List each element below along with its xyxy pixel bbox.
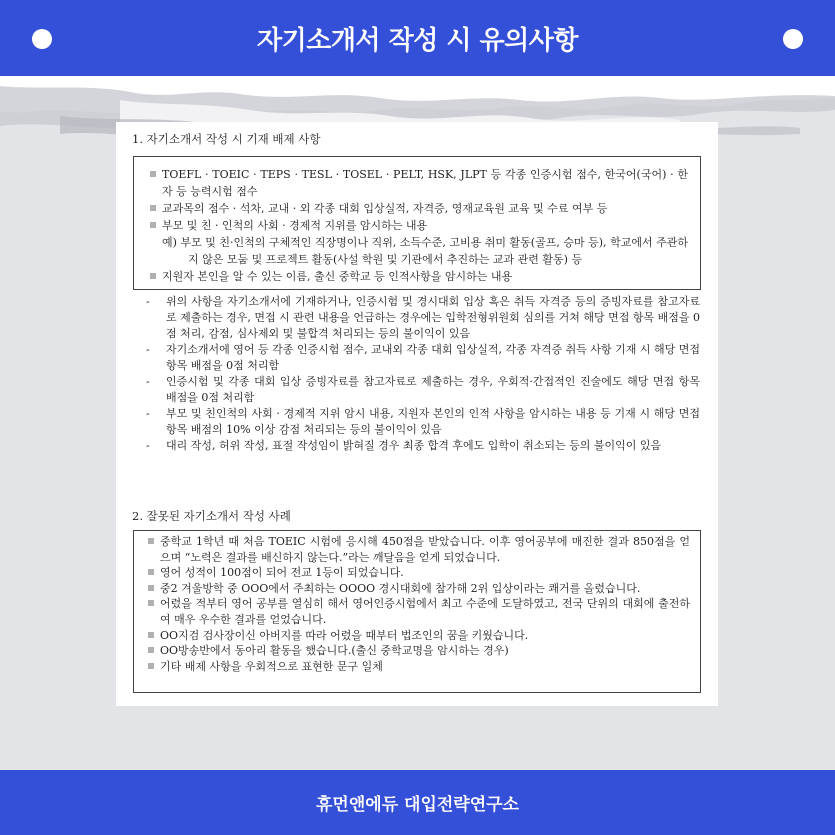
exclusion-box (133, 156, 701, 290)
bullet-square-icon (148, 600, 154, 606)
footer-banner (0, 770, 835, 835)
wrong-example-item: OO방송반에서 동아리 활동을 했습니다.(출신 중학교명을 암시하는 경우) (146, 643, 690, 659)
exclusion-example: 예) 부모 및 친·인척의 구체적인 직장명이나 직위, 소득수준, 고비용 취미 활동(골프, 승마 등), 학교에서 주관하지 않은 모둠 및 프로젝트 활동(사설 학원 및 기관에서 추진하는 교과 관련 활동) 등 (162, 236, 688, 266)
exclusion-item: 부모 및 친 · 인척의 사회 · 경제적 지위를 암시하는 내용 (148, 217, 688, 234)
penalty-item: - 자기소개서에 영어 등 각종 인증시험 점수, 교내외 각종 대회 입상실적, 각종 자격증 취득 사항 기재 시 해당 면접 항목 배점을 0점 처리함 (146, 343, 700, 372)
section1-title: 1. 자기소개서 작성 시 기재 배제 사항 (132, 132, 321, 146)
bullet-square-icon (148, 585, 154, 591)
content-card (116, 122, 718, 706)
bullet-square-icon (148, 538, 154, 544)
page-title: 자기소개서 작성 시 유의사항 (256, 25, 579, 56)
section2-title: 2. 잘못된 자기소개서 작성 사례 (132, 509, 291, 523)
exclusion-item: 교과목의 점수 · 석차, 교내 · 외 각종 대회 입상실적, 자격증, 영재교육원 교육 및 수료 여부 등 (148, 200, 688, 217)
wrong-example-item: 중학교 1학년 때 처음 TOEIC 시험에 응시해 450점을 받았습니다. 이후 영어공부에 매진한 결과 850점을 얻으며 “노력은 결과를 배신하지 않는다.”라는 깨달음을 얻게 되었습니다. (146, 534, 690, 565)
bullet-square-icon (148, 632, 154, 638)
bullet-square-icon (150, 171, 156, 177)
penalty-item: - 부모 및 친인척의 사회 · 경제적 지위 암시 내용, 지원자 본인의 인적 사항을 암시하는 내용 등 기재 시 해당 면접 항목 배점의 10% 이상 감점 처리되는 등의 불이익이 있음 (146, 407, 700, 436)
penalty-item: - 인증시험 및 각종 대회 입상 증빙자료를 참고자료로 제출하는 경우, 우회적·간접적인 진술에도 해당 면접 항목 배점을 0점 처리함 (146, 375, 700, 404)
exclusion-item: TOEFL · TOEIC · TEPS · TESL · TOSEL · PELT, HSK, JLPT 등 각종 인증시험 점수, 한국어(국어) · 한자 등 능력시험 점수 (148, 166, 688, 200)
wrong-example-item: 어렸을 적부터 영어 공부를 열심히 해서 영어인증시험에서 최고 수준에 도달하였고, 전국 단위의 대회에 출전하여 매우 우수한 결과를 얻었습니다. (146, 596, 690, 627)
header-banner (0, 0, 835, 76)
penalty-item: - 대리 작성, 허위 작성, 표절 작성임이 밝혀질 경우 최종 합격 후에도 입학이 취소되는 등의 불이익이 있음 (146, 439, 662, 452)
wrong-examples-box (133, 530, 701, 693)
wrong-example-item: 영어 성적이 100점이 되어 전교 1등이 되었습니다. (146, 565, 690, 581)
wrong-example-item: 중2 겨울방학 중 OOO에서 주최하는 OOOO 경시대회에 참가해 2위 입상이라는 쾌거를 올렸습니다. (146, 581, 690, 597)
bullet-square-icon (148, 663, 154, 669)
decorative-dot-right (783, 29, 803, 49)
exclusion-item: 지원자 본인을 알 수 있는 이름, 출신 중학교 등 인적사항을 암시하는 내용 (148, 268, 688, 285)
decorative-dot-left (32, 29, 52, 49)
bullet-square-icon (148, 569, 154, 575)
penalty-list (146, 294, 700, 454)
bullet-square-icon (150, 222, 156, 228)
bullet-square-icon (150, 205, 156, 211)
bullet-square-icon (148, 647, 154, 653)
wrong-example-item: 기타 배제 사항을 우회적으로 표현한 문구 일체 (146, 659, 690, 675)
footer-organization: 휴먼앤에듀 대입전략연구소 (316, 795, 519, 815)
bullet-square-icon (150, 273, 156, 279)
wrong-example-item: OO지검 검사장이신 아버지를 따라 어렸을 때부터 법조인의 꿈을 키웠습니다. (146, 628, 690, 644)
penalty-item: - 위의 사항을 자기소개서에 기재하거나, 인증시험 및 경시대회 입상 혹은 취득 자격증 등의 증빙자료를 참고자료로 제출하는 경우, 면접 시 관련 내용을 언급하는 경우에는 입학전형위원회 심의를 거쳐 해당 면접 항목 배점을 0점 처리, 감점, 심사제외 및 불합격 처리되는 등의 불이익이 있음 (146, 295, 700, 340)
